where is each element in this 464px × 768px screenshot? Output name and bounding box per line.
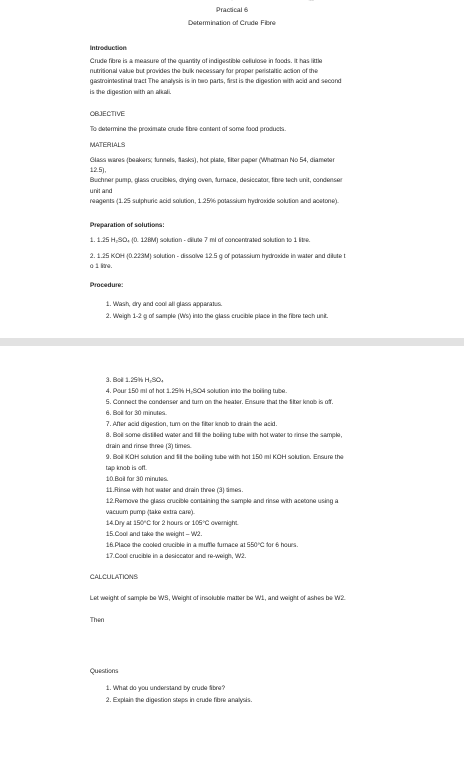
text-line: Glass wares (beakers; funnels, flasks), hot plate, filter paper (Whatman No 54, diameter: [90, 157, 335, 164]
procedure-item: 6. Boil for 30 minutes.: [106, 410, 167, 417]
calculations-then: Then: [90, 617, 105, 624]
practical-subtitle: Determination of Crude Fibre: [188, 20, 276, 27]
introduction-paragraph: [90, 57, 380, 98]
procedure-item: 3. Boil 1.25% H₂SO₄: [106, 377, 164, 384]
preparation-heading: Preparation of solutions:: [90, 222, 165, 229]
practical-title: Practical 6: [216, 7, 248, 14]
procedure-item: 10.Boil for 30 minutes.: [106, 476, 169, 483]
calculations-heading: CALCULATIONS: [90, 574, 138, 581]
text-line: nutritional value but provides the bulk necessary for proper peristaltic action of the: [90, 68, 318, 76]
procedure-item: 17.Cool crucible in a desiccator and re-weigh, W2.: [106, 553, 247, 560]
text-line: Buchner pump, glass crucibles, drying oven, furnace, desiccator, fibre tech unit, condenser: [90, 177, 343, 185]
procedure-item: 15.Cool and take the weight – W2.: [106, 531, 203, 538]
procedure-item: 2. Weigh 1-2 g of sample (Ws) into the glass crucible place in the fibre tech unit.: [106, 313, 329, 320]
document-page-2: [0, 346, 464, 768]
text-line: unit and: [90, 187, 113, 195]
questions-heading: Questions: [90, 668, 119, 675]
procedure-heading: Procedure:: [90, 282, 124, 289]
text-line: gastrointestinal tract The analysis is in two parts, first is the digestion with acid and second: [90, 78, 342, 86]
procedure-item: drain and rinse three (3) times.: [106, 443, 192, 450]
procedure-item: 16.Place the cooled crucible in a muffle furnace at 550°C for 6 hours.: [106, 542, 299, 549]
question-item: 1. What do you understand by crude fibre?: [106, 685, 226, 692]
procedure-item: 5. Connect the condenser and turn on the heater. Ensure that the filter knob is off.: [106, 399, 334, 406]
page-separator: [0, 338, 464, 346]
materials-heading: MATERIALS: [90, 142, 126, 149]
procedure-item: vacuum pump (take extra care).: [106, 509, 195, 516]
introduction-heading: Introduction: [90, 45, 127, 52]
procedure-item: tap knob is off.: [106, 465, 147, 472]
procedure-item: 12.Remove the glass crucible containing the sample and rinse with acetone using a: [106, 498, 339, 505]
procedure-item: 8. Boil some distilled water and fill the boiling tube with hot water to rinse the sample,: [106, 432, 343, 439]
procedure-item: 14.Dry at 150°C for 2 hours or 105°C overnight.: [106, 520, 239, 527]
question-item: 2. Explain the digestion steps in crude fibre analysis.: [106, 697, 253, 704]
procedure-item: 7. After acid digestion, turn on the filter knob to drain the acid.: [106, 421, 278, 428]
procedure-item: 9. Boil KOH solution and fill the boiling tube with hot 150 ml KOH solution. Ensure the: [106, 454, 344, 461]
objective-text: To determine the proximate crude fibre content of some food products.: [90, 126, 287, 133]
document-page-1: [0, 0, 464, 338]
text-line: reagents (1.25 sulphuric acid solution, 1.25% potassium hydroxide solution and acetone).: [90, 197, 339, 205]
preparation-item: 2. 1.25 KOH (0.223M) solution - dissolve 12.5 g of potassium hydroxide in water and dilute t: [90, 253, 346, 260]
text-line: Crude fibre is a measure of the quantity of indigestible cellulose in foods. It has little: [90, 58, 323, 65]
materials-paragraph: [90, 156, 380, 207]
text-line: 12.5),: [90, 167, 107, 175]
calculations-text: Let weight of sample be WS, Weight of insoluble matter be W1, and weight of ashes be W2.: [90, 595, 346, 602]
preparation-item: o 1 litre.: [90, 263, 113, 270]
procedure-item: 11.Rinse with hot water and drain three (3) times.: [106, 487, 244, 494]
procedure-item: 1. Wash, dry and cool all glass apparatus.: [106, 301, 223, 308]
procedure-item: 4. Pour 150 ml of hot 1.25% H₂SO4 solution into the boiling tube.: [106, 388, 287, 395]
cut-off-header-text: [96, 0, 376, 1]
objective-heading: OBJECTIVE: [90, 111, 125, 118]
preparation-item: 1. 1.25 H₂SO₄ (0. 128M) solution - dilute 7 ml of concentrated solution to 1 litre.: [90, 237, 311, 244]
text-line: is the digestion with an alkali.: [90, 88, 172, 96]
